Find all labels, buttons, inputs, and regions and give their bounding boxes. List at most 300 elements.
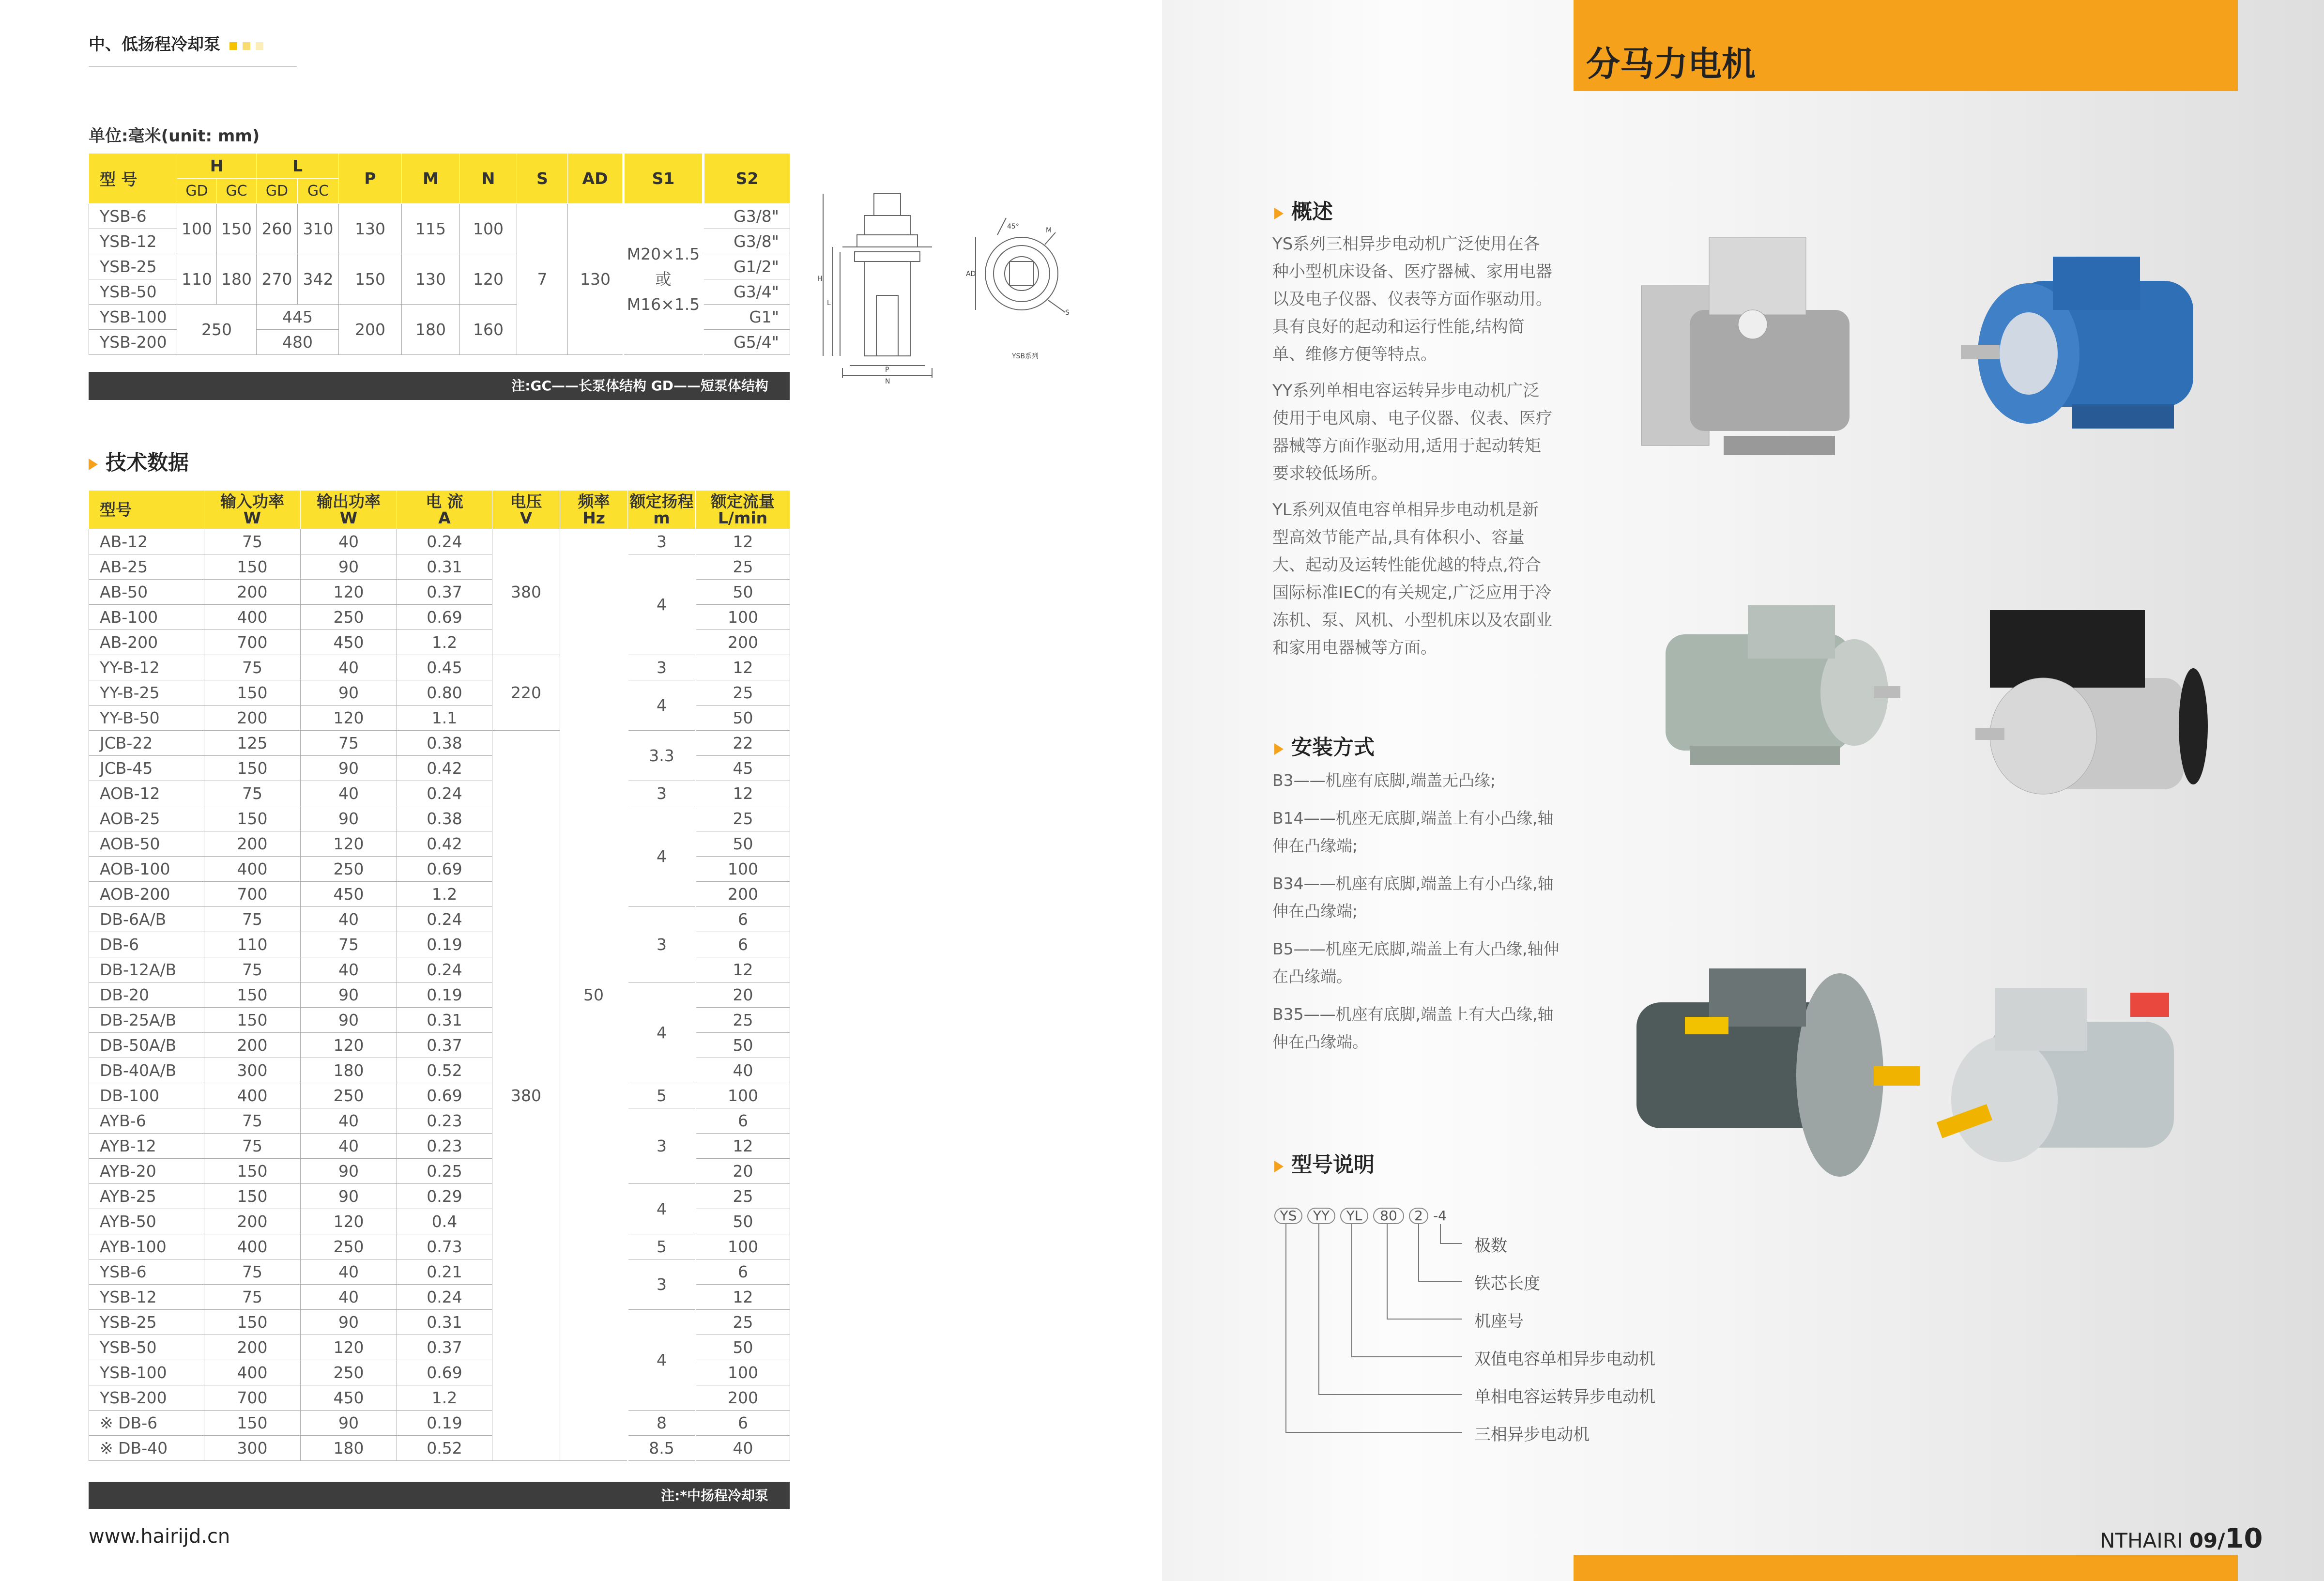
tech-cell: 150 <box>204 806 301 831</box>
tech-cell: YSB-25 <box>89 1310 204 1335</box>
tech-cell: 20 <box>696 1159 790 1184</box>
motor-image-gray-flange <box>1636 228 1908 470</box>
cell: 130 <box>339 204 402 254</box>
tech-cell: 40 <box>696 1058 790 1083</box>
tech-row <box>89 806 790 831</box>
dimension-table <box>89 153 790 355</box>
tech-cell: 75 <box>204 957 301 982</box>
tech-cell: DB-20 <box>89 982 204 1008</box>
tech-cell: 0.19 <box>397 932 492 957</box>
tech-cell: 90 <box>301 806 397 831</box>
tech-cell: 50 <box>696 1209 790 1234</box>
install-item: B5——机座无底脚,端盖上有大凸缘,轴伸在凸缘端。 <box>1272 939 1560 986</box>
tech-cell: AYB-20 <box>89 1159 204 1184</box>
tech-cell: 40 <box>301 1134 397 1159</box>
tech-col-label: 电 流 <box>426 491 463 511</box>
tech-cell: 180 <box>301 1436 397 1461</box>
cell: 120 <box>460 254 517 305</box>
motor-image-black-top <box>1971 605 2208 823</box>
tech-col-unit: Hz <box>582 508 605 527</box>
install-item: B34——机座有底脚,端盖上有小凸缘,轴伸在凸缘端; <box>1272 874 1554 921</box>
tech-cell: 0.23 <box>397 1108 492 1134</box>
cell: G5/4" <box>703 330 790 355</box>
tech-cell: 90 <box>301 756 397 781</box>
triangle-icon <box>1274 1161 1284 1172</box>
tech-cell: 75 <box>204 1134 301 1159</box>
overview-paragraph: YS系列三相异步电动机广泛使用在各种小型机床设备、医疗器械、家用电器以及电子仪器、仪表等方面作驱动用。具有良好的起动和运行性能,结构简单、维修方便等特点。 <box>1272 234 1552 364</box>
tech-cell: 300 <box>204 1436 301 1461</box>
col-m: M <box>402 153 460 204</box>
model-cell: YSB-50 <box>89 279 177 305</box>
tech-cell: 250 <box>301 1360 397 1385</box>
cell: 160 <box>460 305 517 355</box>
tech-cell: AB-100 <box>89 605 204 630</box>
tech-cell: 380 <box>492 731 560 1461</box>
cell: 180 <box>217 254 257 305</box>
tech-cell: 0.29 <box>397 1184 492 1209</box>
tech-cell: AB-25 <box>89 554 204 580</box>
tech-cell: 6 <box>696 932 790 957</box>
tech-cell: 0.69 <box>397 857 492 882</box>
tech-cell: 25 <box>696 1310 790 1335</box>
tech-cell: 0.42 <box>397 756 492 781</box>
label-core-length: 铁芯长度 <box>1474 1274 1540 1293</box>
tech-cell: 0.21 <box>397 1259 492 1285</box>
right-header-bar <box>1574 0 2238 91</box>
tech-col-header <box>696 491 790 529</box>
tech-cell: 400 <box>204 1083 301 1108</box>
tech-cell: 0.24 <box>397 781 492 806</box>
tech-cell: 100 <box>696 857 790 882</box>
install-title <box>1274 731 1375 761</box>
tech-cell: 150 <box>204 680 301 706</box>
tech-cell: 3 <box>628 781 696 806</box>
tech-cell: 150 <box>204 1184 301 1209</box>
square-icon <box>256 42 263 50</box>
tech-cell: DB-6 <box>89 932 204 957</box>
tech-cell: 0.31 <box>397 1310 492 1335</box>
tech-cell: 50 <box>696 706 790 731</box>
overview-title <box>1274 196 1333 225</box>
tech-cell: ※ DB-40 <box>89 1436 204 1461</box>
tech-table <box>89 490 790 1461</box>
col-l-gc: GC <box>298 179 339 204</box>
model-desc-title <box>1274 1149 1375 1178</box>
overview-title-text: 概述 <box>1291 200 1333 224</box>
col-h-gc: GC <box>217 179 257 204</box>
tech-cell: 25 <box>696 1184 790 1209</box>
overview-text <box>1272 230 1553 671</box>
tech-cell: 75 <box>301 731 397 756</box>
tech-cell: 50 <box>696 1033 790 1058</box>
label-yl: 双值电容单相异步电动机 <box>1474 1350 1655 1369</box>
cell: G1" <box>703 305 790 330</box>
tech-cell: 120 <box>301 831 397 857</box>
tech-cell: AYB-6 <box>89 1108 204 1134</box>
cell: 260 <box>257 204 298 254</box>
tech-cell: 90 <box>301 982 397 1008</box>
tech-cell: 3 <box>628 655 696 680</box>
cell: G1/2" <box>703 254 790 279</box>
code-yl: YL <box>1340 1208 1368 1224</box>
right-header-title: 分马力电机 <box>1586 44 1756 84</box>
cell: 100 <box>177 204 217 254</box>
tech-cell: AYB-100 <box>89 1234 204 1259</box>
tech-cell: 75 <box>301 932 397 957</box>
tech-cell: 100 <box>696 1360 790 1385</box>
tech-cell: 75 <box>204 529 301 554</box>
drawing-label-l: L <box>827 299 831 307</box>
tech-cell: 0.23 <box>397 1134 492 1159</box>
tech-cell: 0.52 <box>397 1436 492 1461</box>
tech-cell: 50 <box>696 831 790 857</box>
tech-cell: 200 <box>204 706 301 731</box>
unit-label: 单位:毫米(unit: mm) <box>89 126 260 146</box>
tech-cell: 8 <box>628 1411 696 1436</box>
motor-image-green-gray <box>1632 600 1903 784</box>
tech-cell: 100 <box>696 1234 790 1259</box>
tech-cell: 40 <box>301 1108 397 1134</box>
tech-cell: 50 <box>696 580 790 605</box>
tech-cell: 40 <box>301 1285 397 1310</box>
tech-cell: 0.38 <box>397 731 492 756</box>
tech-cell: 75 <box>204 655 301 680</box>
tech-cell: 3 <box>628 529 696 554</box>
tech-cell: AOB-100 <box>89 857 204 882</box>
tech-cell: 6 <box>696 1259 790 1285</box>
tech-cell: 125 <box>204 731 301 756</box>
tech-cell: 200 <box>204 831 301 857</box>
tech-cell: 150 <box>204 1310 301 1335</box>
drawing-label-ad: AD <box>966 270 976 278</box>
tech-cell: 4 <box>628 982 696 1083</box>
tech-cell: 150 <box>204 1159 301 1184</box>
tech-col-unit: W <box>339 508 358 527</box>
tech-col-label: 额定扬程 <box>629 491 694 511</box>
drawing-label-n: N <box>885 378 890 385</box>
tech-cell: 75 <box>204 907 301 932</box>
tech-cell: 0.25 <box>397 1159 492 1184</box>
tech-cell: 40 <box>301 655 397 680</box>
tech-cell: 400 <box>204 1234 301 1259</box>
tech-cell: 75 <box>204 1108 301 1134</box>
left-header-title: 中、低扬程冷却泵 <box>89 35 220 54</box>
tech-cell: 6 <box>696 907 790 932</box>
website[interactable]: www.hairijd.cn <box>89 1525 230 1548</box>
drawing-angle: 45° <box>1007 223 1019 230</box>
model-cell: YSB-100 <box>89 305 177 330</box>
tech-cell: 90 <box>301 680 397 706</box>
tech-title: 技术数据 <box>106 451 189 475</box>
tech-cell: 0.69 <box>397 1083 492 1108</box>
tech-row <box>89 907 790 932</box>
tech-cell: 450 <box>301 882 397 907</box>
cell: 115 <box>402 204 460 254</box>
cell: 180 <box>402 305 460 355</box>
tech-cell: 400 <box>204 1360 301 1385</box>
tech-cell: 12 <box>696 1285 790 1310</box>
tech-row <box>89 1310 790 1335</box>
tech-row <box>89 655 790 680</box>
tech-cell: 1.2 <box>397 882 492 907</box>
col-l-gd: GD <box>257 179 298 204</box>
tech-cell: 90 <box>301 554 397 580</box>
pump-drawing <box>804 184 1104 387</box>
tech-row <box>89 1108 790 1134</box>
cell: G3/4" <box>703 279 790 305</box>
tech-cell: 90 <box>301 1159 397 1184</box>
tech-cell: 50 <box>560 529 628 1461</box>
tech-section-title <box>89 446 189 476</box>
tech-row <box>89 1411 790 1436</box>
tech-cell: 25 <box>696 1008 790 1033</box>
tech-cell: 40 <box>301 529 397 554</box>
cell: 110 <box>177 254 217 305</box>
tech-cell: 200 <box>204 1335 301 1360</box>
col-s1: S1 <box>624 153 703 204</box>
tech-cell: 0.37 <box>397 1033 492 1058</box>
tech-cell: 120 <box>301 706 397 731</box>
tech-cell: AYB-12 <box>89 1134 204 1159</box>
tech-cell: 4 <box>628 680 696 731</box>
code-80: 80 <box>1373 1208 1404 1224</box>
tech-cell: 8.5 <box>628 1436 696 1461</box>
tech-cell: DB-25A/B <box>89 1008 204 1033</box>
model-connector-lines <box>1259 1224 1477 1442</box>
tech-cell: 200 <box>204 580 301 605</box>
label-yy: 单相电容运转异步电动机 <box>1474 1387 1655 1407</box>
tech-cell: 0.80 <box>397 680 492 706</box>
tech-cell: 200 <box>696 630 790 655</box>
col-s2: S2 <box>703 153 790 204</box>
dimension-note: 注:GC——长泵体结构 GD——短泵体结构 <box>89 372 790 400</box>
tech-cell: 40 <box>301 1259 397 1285</box>
tech-cell: 6 <box>696 1108 790 1134</box>
cell: 130 <box>568 204 624 355</box>
tech-cell: 700 <box>204 630 301 655</box>
tech-cell: 90 <box>301 1184 397 1209</box>
tech-cell: AB-50 <box>89 580 204 605</box>
tech-cell: AOB-25 <box>89 806 204 831</box>
tech-cell: YSB-12 <box>89 1285 204 1310</box>
tech-cell: 4 <box>628 806 696 907</box>
install-list <box>1272 767 1563 1066</box>
tech-cell: 0.37 <box>397 1335 492 1360</box>
tech-cell: AB-200 <box>89 630 204 655</box>
tech-cell: 150 <box>204 1411 301 1436</box>
tech-cell: 90 <box>301 1008 397 1033</box>
tech-cell: AYB-50 <box>89 1209 204 1234</box>
tech-col-label: 频率 <box>578 491 610 511</box>
label-frame: 机座号 <box>1474 1312 1524 1331</box>
tech-cell: 1.2 <box>397 630 492 655</box>
motor-image-dark-flange <box>1632 964 1922 1196</box>
tech-cell: 25 <box>696 806 790 831</box>
s1-line: 或 <box>655 269 672 289</box>
s1-line: M16×1.5 <box>627 294 700 314</box>
tech-note: 注:*中扬程冷却泵 <box>89 1482 790 1509</box>
tech-cell: 0.69 <box>397 1360 492 1385</box>
tech-cell: 250 <box>301 857 397 882</box>
tech-cell: 0.42 <box>397 831 492 857</box>
drawing-label-m: M <box>1046 227 1052 234</box>
tech-row <box>89 1259 790 1285</box>
footer-page-number <box>2100 1523 2263 1554</box>
cell: 480 <box>257 330 339 355</box>
tech-col-header <box>301 491 397 529</box>
tech-cell: 0.45 <box>397 655 492 680</box>
tech-cell: 300 <box>204 1058 301 1083</box>
tech-cell: YSB-100 <box>89 1360 204 1385</box>
cell: 445 <box>257 305 339 330</box>
tech-cell: 450 <box>301 630 397 655</box>
col-s: S <box>517 153 568 204</box>
tech-cell: 400 <box>204 605 301 630</box>
cell: 200 <box>339 305 402 355</box>
tech-cell: YY-B-25 <box>89 680 204 706</box>
s1-cell <box>624 204 703 355</box>
tech-cell: 0.52 <box>397 1058 492 1083</box>
tech-row <box>89 529 790 554</box>
tech-cell: 40 <box>696 1436 790 1461</box>
page-number: 09/ <box>2189 1529 2225 1552</box>
tech-cell: 120 <box>301 1033 397 1058</box>
tech-row <box>89 1436 790 1461</box>
tech-cell: 3 <box>628 1108 696 1184</box>
tech-cell: 25 <box>696 680 790 706</box>
tech-col-label: 电压 <box>510 491 542 511</box>
tech-cell: 0.37 <box>397 580 492 605</box>
install-item: B3——机座有底脚,端盖无凸缘; <box>1272 771 1496 790</box>
model-cell: YSB-6 <box>89 204 177 229</box>
col-ad: AD <box>568 153 624 204</box>
tech-cell: 20 <box>696 982 790 1008</box>
tech-cell: 3 <box>628 1259 696 1310</box>
tech-cell: 200 <box>696 882 790 907</box>
tech-cell: 90 <box>301 1411 397 1436</box>
tech-col-label: 型号 <box>100 500 132 519</box>
install-item: B14——机座无底脚,端盖上有小凸缘,轴伸在凸缘端; <box>1272 809 1554 855</box>
cell: 150 <box>339 254 402 305</box>
tech-cell: YSB-6 <box>89 1259 204 1285</box>
tech-cell: 5 <box>628 1083 696 1108</box>
tech-cell: JCB-45 <box>89 756 204 781</box>
tech-cell: 0.19 <box>397 1411 492 1436</box>
tech-cell: 120 <box>301 1209 397 1234</box>
tech-row <box>89 1184 790 1209</box>
tech-cell: 0.69 <box>397 605 492 630</box>
drawing-label-s: S <box>1065 309 1070 317</box>
tech-cell: 0.38 <box>397 806 492 831</box>
cell: 150 <box>217 204 257 254</box>
tech-cell: AOB-50 <box>89 831 204 857</box>
tech-cell: 3.3 <box>628 731 696 781</box>
tech-cell: 700 <box>204 1385 301 1411</box>
square-icon <box>229 42 237 50</box>
tech-col-header <box>628 491 696 529</box>
tech-cell: 110 <box>204 932 301 957</box>
tech-cell: 12 <box>696 957 790 982</box>
tech-cell: 0.19 <box>397 982 492 1008</box>
tech-cell: 200 <box>696 1385 790 1411</box>
tech-cell: 120 <box>301 1335 397 1360</box>
tech-cell: YSB-50 <box>89 1335 204 1360</box>
drawing-label-h: H <box>817 275 823 283</box>
motor-image-blue <box>1956 237 2217 460</box>
tech-col-label: 输入功率 <box>220 491 284 511</box>
label-ys: 三相异步电动机 <box>1474 1425 1590 1444</box>
tech-cell: 100 <box>696 1083 790 1108</box>
s1-line: M20×1.5 <box>627 244 700 263</box>
col-h-gd: GD <box>177 179 217 204</box>
tech-cell: 150 <box>204 982 301 1008</box>
tech-row <box>89 1234 790 1259</box>
tech-cell: 0.24 <box>397 529 492 554</box>
square-icon <box>243 42 250 50</box>
tech-cell: 150 <box>204 756 301 781</box>
tech-cell: 0.31 <box>397 554 492 580</box>
tech-col-unit: m <box>653 508 670 527</box>
cell: 130 <box>402 254 460 305</box>
tech-cell: DB-6A/B <box>89 907 204 932</box>
tech-cell: 0.4 <box>397 1209 492 1234</box>
col-p: P <box>339 153 402 204</box>
tech-cell: 45 <box>696 756 790 781</box>
tech-cell: 5 <box>628 1234 696 1259</box>
tech-cell: 100 <box>696 605 790 630</box>
triangle-icon <box>89 459 98 470</box>
col-h: H <box>177 153 257 179</box>
cell: 250 <box>177 305 257 355</box>
motor-image-silver <box>1932 973 2222 1201</box>
tech-cell: 120 <box>301 580 397 605</box>
brand-name: NTHAIRI <box>2100 1529 2183 1552</box>
overview-paragraph: YL系列双值电容单相异步电动机是新型高效节能产品,具有体积小、容量大、起动及运转性能优越的特点,符合国际标准IEC的有关规定,广泛应用于冷冻机、泵、风机、小型机床以及农副业和家用电器械等方面。 <box>1272 500 1552 658</box>
triangle-icon <box>1274 743 1284 755</box>
tech-cell: 4 <box>628 1310 696 1411</box>
cell: 310 <box>298 204 339 254</box>
tech-cell: DB-12A/B <box>89 957 204 982</box>
model-cell: YSB-200 <box>89 330 177 355</box>
tech-col-header <box>560 491 628 529</box>
col-model: 型 号 <box>89 153 177 204</box>
triangle-icon <box>1274 208 1284 219</box>
tech-cell: 12 <box>696 781 790 806</box>
tech-row <box>89 680 790 706</box>
tech-cell: DB-40A/B <box>89 1058 204 1083</box>
tech-col-header <box>492 491 560 529</box>
tech-cell: 3 <box>628 907 696 982</box>
tech-row <box>89 554 790 580</box>
code-2: 2 <box>1409 1208 1428 1224</box>
tech-col-label: 输出功率 <box>317 491 381 511</box>
tech-cell: 220 <box>492 655 560 731</box>
tech-cell: 90 <box>301 1310 397 1335</box>
tech-cell: 40 <box>301 781 397 806</box>
tech-col-unit: W <box>243 508 261 527</box>
tech-cell: 250 <box>301 1234 397 1259</box>
tech-cell: 180 <box>301 1058 397 1083</box>
tech-col-unit: V <box>520 508 533 527</box>
install-item: B35——机座有底脚,端盖上有大凸缘,轴伸在凸缘端。 <box>1272 1005 1554 1051</box>
drawing-label-p: P <box>885 366 889 374</box>
tech-col-header <box>204 491 301 529</box>
tech-cell: 400 <box>204 857 301 882</box>
tech-cell: JCB-22 <box>89 731 204 756</box>
model-cell: YSB-25 <box>89 254 177 279</box>
tech-cell: YSB-200 <box>89 1385 204 1411</box>
cell: 7 <box>517 204 568 355</box>
